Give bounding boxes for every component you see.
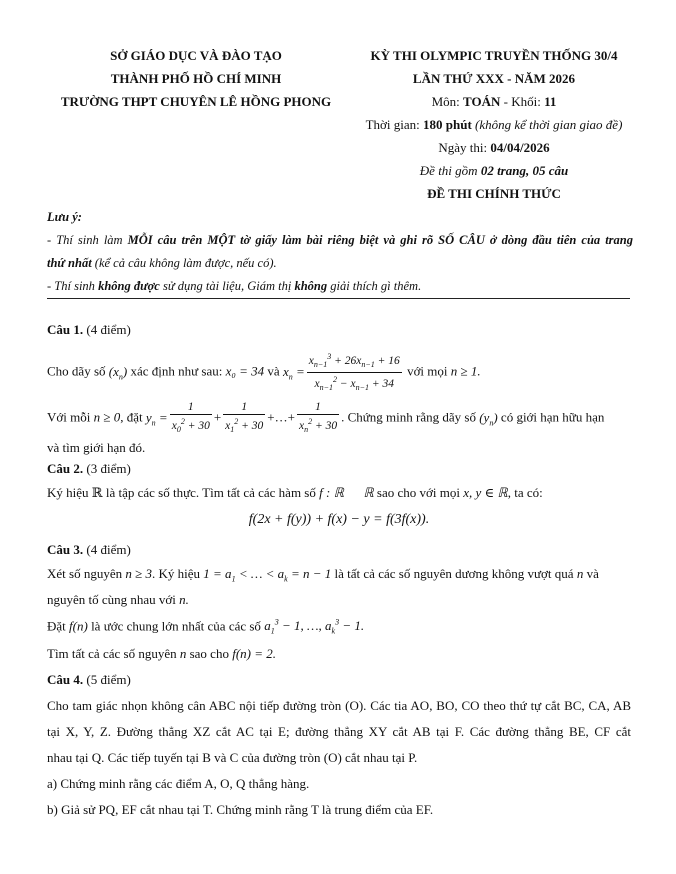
q1-text-b: xác định như sau: — [127, 363, 226, 379]
q3-text-a: Xét số nguyên — [47, 566, 126, 581]
q2-line-1 — [47, 485, 631, 501]
q3-text-b: . Ký hiệu — [152, 566, 204, 581]
note-2-tail: giải thích gì thêm. — [327, 279, 422, 293]
pages-line — [346, 159, 642, 182]
note-2 — [47, 275, 633, 298]
official-label: ĐỀ THI CHÍNH THỨC — [427, 186, 561, 201]
y-term-0 — [170, 400, 212, 437]
note-1-tail: (kể cả câu không làm được, nếu có). — [91, 256, 277, 270]
q4-part-a: a) Chứng minh rằng các điểm A, O, Q thẳng hàng. — [47, 776, 310, 791]
function-sig: f : ℝ ℝ — [319, 485, 374, 500]
recurrence-num: $x_{n-1}^3 + 26x_{n-1} + 16$ — [307, 350, 402, 373]
q1-line-3: và tìm giới hạn đó. — [47, 440, 146, 455]
q4-title: Câu 4. — [47, 672, 84, 687]
section-divider — [47, 298, 630, 299]
note-2-bold: không được — [98, 279, 160, 293]
q3-points: (4 điểm) — [83, 542, 131, 557]
grade: 11 — [544, 94, 557, 109]
q3-title: Câu 3. — [47, 542, 84, 557]
q4-line-3: nhau tại Q. Các tiếp tuyến tại B và C của đường tròn (O) cắt nhau tại P. — [47, 750, 418, 765]
recurrence-fraction — [307, 350, 402, 395]
y-term-n-den: $x_n^2 + 30$ — [298, 417, 338, 435]
q1-points: (4 điểm) — [83, 322, 131, 337]
q3-line-1 — [47, 566, 631, 584]
note-1-text: - Thí sinh làm — [47, 233, 128, 247]
q1-text-c: và — [264, 363, 283, 379]
y-term-0-num: 1 — [170, 400, 212, 415]
date-line — [346, 136, 642, 159]
n-var-3: n — [179, 646, 187, 661]
q1-title: Câu 1. — [47, 322, 84, 337]
y-term-n — [297, 400, 339, 437]
f-of-n: f(n) — [69, 618, 88, 634]
q3-text-e: nguyên tố cùng nhau với — [47, 592, 180, 607]
yn-lhs: $y_n$ = — [145, 409, 168, 428]
q3-line-4 — [47, 646, 631, 662]
time-note: (không kể thời gian giao đề) — [471, 117, 623, 132]
y-term-1 — [223, 400, 265, 437]
date-prefix: Ngày thi: — [438, 140, 491, 155]
q1-text-a: Cho dãy số — [47, 363, 109, 379]
q1-text-e: Với mỗi — [47, 409, 94, 425]
q4-points: (5 điểm) — [83, 672, 131, 687]
y-term-1-num: 1 — [223, 400, 265, 415]
xn-lhs: $x_n$ = — [282, 363, 305, 382]
city-name: THÀNH PHỐ HỒ CHÍ MINH — [110, 71, 282, 86]
note-1-bold: MỖI câu trên MỘT tờ giấy làm bài riêng biệt và ghi rõ SỐ CÂU ở dòng đầu tiên của trang — [127, 233, 633, 247]
q3-line-2 — [47, 592, 631, 608]
q4-line-2: tại X, Y, Z. Đường thẳng XZ cắt AC tại E; đường thẳng XY cắt AB tại F. Các đường thẳng BE, CF cắt — [47, 724, 631, 739]
q2-points: (3 điểm) — [83, 461, 131, 476]
q3-text-h: Tìm tất cả các số nguyên — [47, 646, 180, 661]
q1-text-f: , đặt — [120, 409, 146, 425]
q2-heading — [47, 461, 631, 477]
time-prefix: Thời gian: — [365, 117, 423, 132]
n-ge-0: n ≥ 0 — [93, 409, 121, 425]
q3-text-g: là ước chung lớn nhất của các số — [87, 618, 265, 634]
q2-text-a: Ký hiệu — [47, 485, 92, 500]
q2-equation: f(2x + f(y)) + f(x) − y = f(3f(x)). — [248, 512, 430, 527]
q3-heading — [47, 542, 631, 558]
q1-text-d: với mọi — [403, 363, 451, 379]
q1-line-2: Với mỗi n ≥ 0, đặt $y_n$ = $\frac{1}{x_0^2 + 30}$ + $\frac{1}{x_1^2 + 30}$ +…+ $\frac{1}{x_n^2 + 30}$ . Chứng minh rằng dãy số $(y_n)$ có giới hạn hữu hạn — [47, 400, 631, 437]
q1-heading — [47, 322, 631, 338]
subject-line — [346, 90, 642, 113]
note-2-bold-2: không — [294, 279, 328, 293]
pages-prefix: Đề thi gồm — [419, 163, 481, 178]
subject-prefix: Môn: — [431, 94, 464, 109]
q4-heading — [47, 672, 631, 688]
q1-line-1 — [47, 350, 631, 395]
note-1-cont — [47, 252, 633, 275]
exam-date: 04/04/2026 — [490, 140, 550, 155]
q3-text-c: là tất cả các số nguyên dương không vượt quá — [331, 566, 577, 581]
q3-text-f: Đặt — [47, 618, 70, 634]
seq-yn: $(y_n)$ — [479, 409, 498, 428]
grade-prefix: - Khối: — [500, 94, 545, 109]
seq-xn: $(x_n)$ — [108, 363, 128, 382]
y-term-0-den: $x_0^2 + 30$ — [171, 417, 210, 435]
notes-title: Lưu ý: — [47, 210, 82, 224]
q3-line-3 — [47, 618, 631, 636]
subject: TOÁN — [463, 94, 501, 109]
n-var-2: n. — [179, 592, 189, 607]
q2-text-c: sao cho với mọi — [373, 485, 464, 500]
y-term-n-num: 1 — [297, 400, 339, 415]
q2-title: Câu 2. — [47, 461, 84, 476]
n-var: n — [576, 566, 584, 581]
exam-edition: LẦN THỨ XXX - NĂM 2026 — [412, 71, 576, 86]
q3-text-i: sao cho — [186, 646, 233, 661]
exam-title: KỲ THI OLYMPIC TRUYỀN THỐNG 30/4 — [370, 48, 618, 63]
recurrence-den: $x_{n-1}^2 - x_{n-1} + 34$ — [314, 375, 395, 393]
q2-text-b: là tập các số thực. Tìm tất cả các hàm số — [102, 485, 320, 500]
q4-line-1: Cho tam giác nhọn không cân ABC nội tiếp đường tròn (O). Các tia AO, BO, CO theo thứ tự cắt BC, CA, AB — [47, 698, 631, 713]
school-name: TRƯỜNG THPT CHUYÊN LÊ HỒNG PHONG — [60, 94, 332, 109]
department-name: SỞ GIÁO DỤC VÀ ĐÀO TẠO — [110, 48, 282, 63]
f-equals-2: f(n) = 2. — [232, 646, 276, 661]
q1-text-h: có giới hạn hữu hạn — [497, 409, 605, 425]
note-1-bold-2: thứ nhất — [47, 256, 92, 270]
n-ge-1: n ≥ 1. — [450, 363, 481, 379]
x0-value: x₀ = 34 — [225, 363, 265, 379]
xy-in-r: x, y ∈ ℝ — [463, 485, 508, 500]
time: 180 phút — [423, 117, 472, 132]
time-line — [346, 113, 642, 136]
note-2-text: - Thí sinh — [47, 279, 99, 293]
q3-text-d: và — [583, 566, 599, 581]
header-left — [48, 44, 344, 113]
note-1 — [47, 229, 633, 252]
y-term-1-den: $x_1^2 + 30$ — [225, 417, 264, 435]
q2-text-d: , ta có: — [507, 485, 543, 500]
reals-symbol: ℝ — [91, 485, 103, 500]
q1-text-g: . Chứng minh rằng dãy số — [341, 409, 480, 425]
cubes-list: $a_1^3 - 1$, …, $a_k^3 - 1$. — [264, 618, 365, 636]
a-sequence: $1 = a_1$ < … < $a_k = n - 1$ — [203, 566, 332, 584]
note-2-mid: sử dụng tài liệu, Giám thị — [159, 279, 295, 293]
pages-count: 02 trang, 05 câu — [480, 163, 569, 178]
header-right — [346, 44, 642, 205]
notes-section — [47, 206, 633, 298]
n-ge-3: n ≥ 3 — [125, 566, 152, 581]
q4-part-b: b) Giả sử PQ, EF cắt nhau tại T. Chứng minh rằng T là trung điểm của EF. — [47, 802, 434, 817]
